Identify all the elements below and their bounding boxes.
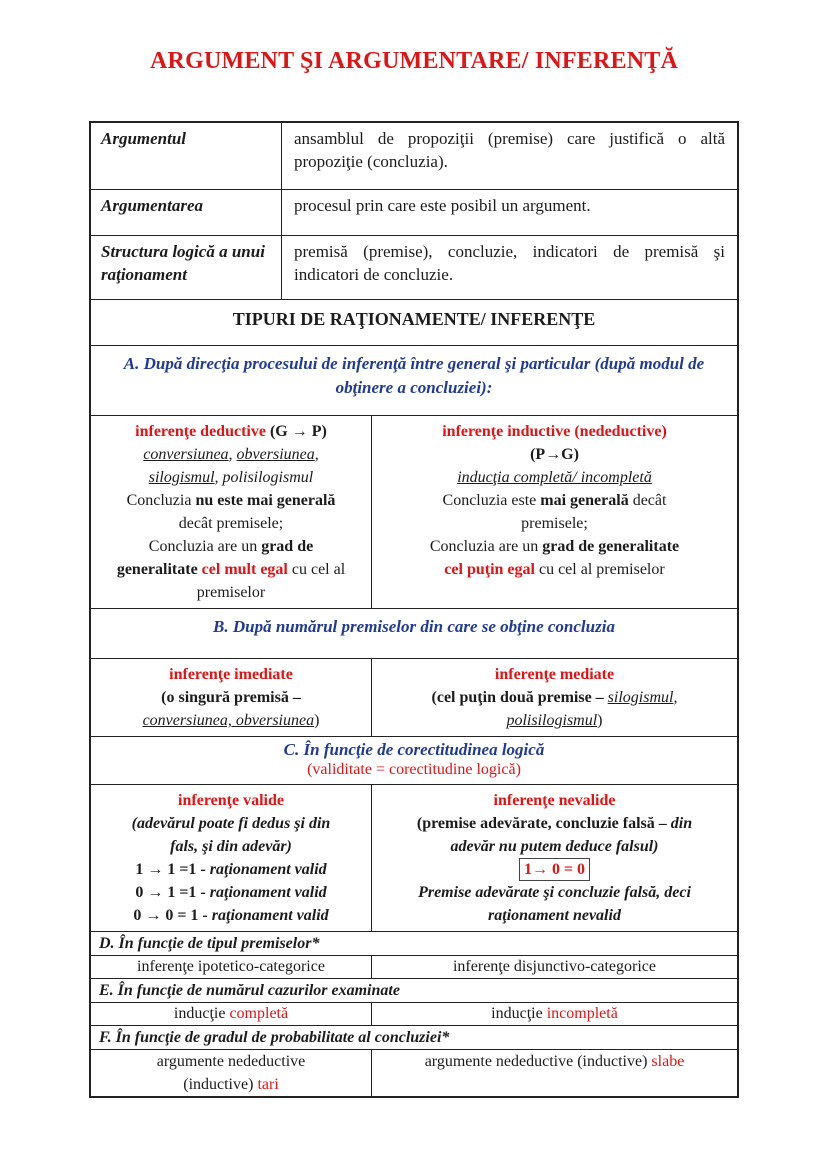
mediate-cell bbox=[371, 659, 737, 736]
text-fragment: Concluzia are un bbox=[148, 538, 262, 555]
section-d-cells-row bbox=[91, 955, 737, 978]
disjunctivo-cell: inferenţe disjunctivo-categorice bbox=[371, 956, 737, 978]
types-header-row bbox=[91, 299, 737, 345]
term-cell: Structura logică a unui raţionament bbox=[101, 242, 265, 284]
text-line: fals, şi din adevăr) bbox=[170, 838, 292, 855]
text-line bbox=[380, 535, 729, 558]
text-line bbox=[99, 535, 363, 558]
page-title: ARGUMENT ŞI ARGUMENTARE/ INFERENŢĂ bbox=[150, 48, 678, 74]
section-e-cells-row bbox=[91, 1002, 737, 1025]
text-fragment: Concluzia are un bbox=[429, 538, 543, 555]
argumente-slabe-cell bbox=[371, 1050, 737, 1096]
text-fragment: ) bbox=[597, 712, 603, 729]
text-fragment: Concluzia este bbox=[442, 492, 541, 509]
text-fragment: conversiunea, obversiunea bbox=[142, 712, 315, 729]
text-line: adevăr nu putem deduce falsul) bbox=[450, 838, 659, 855]
valid-cell bbox=[91, 785, 371, 931]
text-line: raţionament nevalid bbox=[488, 907, 621, 924]
definition-cell: premisă (premise), concluzie, indicatori de premisă şi indicatori de concluzie. bbox=[281, 236, 737, 299]
text-line: (P→G) bbox=[530, 446, 579, 463]
section-a-heading: A. După direcţia procesului de inferenţă între general şi particular (după modul de obţinere a concluziei): bbox=[123, 354, 705, 397]
mediate-label: inferenţe mediate bbox=[494, 666, 615, 683]
section-b-heading: B. După numărul premiselor din care se obţine concluzia bbox=[213, 617, 615, 636]
text-line bbox=[99, 904, 363, 927]
invalid-label: inferenţe nevalide bbox=[493, 792, 616, 809]
text-line: decât premisele; bbox=[178, 515, 284, 532]
text-fragment: din bbox=[670, 815, 693, 832]
text-fragment: (cel puţin două premise – bbox=[431, 689, 608, 706]
types-header: TIPURI DE RAŢIONAMENTE/ INFERENŢE bbox=[232, 309, 596, 329]
section-e-heading: E. În funcţie de numărul cazurilor examinate bbox=[99, 982, 400, 999]
text-fragment: cel puţin egal bbox=[444, 561, 535, 578]
section-f-heading: F. În funcţie de gradul de probabilitate al concluziei* bbox=[99, 1029, 450, 1046]
text-fragment: (premise adevărate, concluzie falsă – bbox=[416, 815, 671, 832]
text-line bbox=[99, 420, 363, 443]
section-c-cells-row bbox=[91, 784, 737, 931]
text-fragment: (inductive) bbox=[183, 1076, 258, 1093]
valid-label: inferenţe valide bbox=[178, 792, 284, 809]
argument-table bbox=[89, 121, 739, 1098]
text-fragment: raţionament valid bbox=[211, 907, 329, 924]
section-d-heading: D. În funcţie de tipul premiselor* bbox=[99, 935, 320, 952]
text-fragment: incompletă bbox=[546, 1005, 618, 1022]
term-cell: Argumentul bbox=[101, 129, 187, 148]
section-f-cells-row bbox=[91, 1049, 737, 1096]
text-line bbox=[99, 443, 363, 466]
text-fragment: cu cel al premiselor bbox=[534, 561, 665, 578]
text-line: Premise adevărate şi concluzie falsă, deci bbox=[418, 884, 691, 901]
text-line bbox=[380, 812, 729, 835]
definition-row-argumentarea bbox=[91, 189, 737, 235]
text-line bbox=[99, 558, 363, 581]
text-line bbox=[99, 466, 363, 489]
deductive-label: inferenţe deductive bbox=[135, 423, 270, 440]
text-line bbox=[99, 709, 363, 732]
text-fragment: silogismul bbox=[148, 469, 215, 486]
text-fragment: ) bbox=[314, 712, 320, 729]
text-fragment: mai generală bbox=[540, 492, 629, 509]
section-c-subheading: (validitate = corectitudine logică) bbox=[307, 761, 521, 778]
text-fragment: 1 → 1 =1 - bbox=[135, 861, 210, 878]
section-c-heading bbox=[91, 737, 737, 784]
term-cell: Argumentarea bbox=[101, 196, 204, 215]
text-fragment: (G → P) bbox=[269, 423, 327, 440]
invalid-cell bbox=[371, 785, 737, 931]
text-fragment: raţionament valid bbox=[209, 861, 327, 878]
text-fragment: raţionament valid bbox=[209, 884, 327, 901]
section-b-heading-row bbox=[91, 608, 737, 658]
definition-cell: procesul prin care este posibil un argument. bbox=[281, 190, 737, 235]
text-fragment: polisilogismul bbox=[506, 712, 598, 729]
section-b-cells-row bbox=[91, 658, 737, 736]
inductie-completa-cell bbox=[91, 1003, 371, 1025]
text-line: premiselor bbox=[196, 584, 266, 601]
text-fragment: Concluzia bbox=[126, 492, 196, 509]
inductie-incompleta-cell bbox=[371, 1003, 737, 1025]
text-line: premisele; bbox=[521, 515, 588, 532]
text-line bbox=[380, 558, 729, 581]
text-fragment: grad de bbox=[261, 538, 314, 555]
text-line bbox=[99, 881, 363, 904]
text-fragment: , polisilogismul bbox=[214, 469, 314, 486]
text-line: (adevărul poate fi dedus şi din bbox=[131, 815, 331, 832]
section-a-cells-row bbox=[91, 415, 737, 608]
text-line: argumente nedeductive bbox=[156, 1053, 306, 1070]
text-fragment: grad de generalitate bbox=[542, 538, 680, 555]
text-line bbox=[380, 686, 729, 709]
text-fragment: generalitate bbox=[116, 561, 202, 578]
deductive-cell bbox=[91, 416, 371, 608]
text-fragment: 0 → 0 = 1 - bbox=[133, 907, 212, 924]
definition-row-argumentul bbox=[91, 123, 737, 189]
immediate-cell bbox=[91, 659, 371, 736]
text-line: inducţia completă/ incompletă bbox=[457, 469, 652, 486]
section-f-heading-row bbox=[91, 1025, 737, 1049]
text-fragment: inducţie bbox=[173, 1005, 230, 1022]
section-d-heading-row bbox=[91, 931, 737, 955]
text-fragment: completă bbox=[229, 1005, 289, 1022]
text-line bbox=[380, 489, 729, 512]
text-fragment: obversiunea bbox=[236, 446, 315, 463]
text-line: C. În funcţie de corectitudinea logică bbox=[283, 740, 545, 759]
argumente-tari-cell bbox=[91, 1050, 371, 1096]
text-fragment: , bbox=[314, 446, 319, 463]
text-line bbox=[99, 858, 363, 881]
text-fragment: inducţie bbox=[491, 1005, 547, 1022]
text-line bbox=[99, 1073, 363, 1096]
definition-row-structura bbox=[91, 235, 737, 299]
text-fragment: tari bbox=[257, 1076, 279, 1093]
text-fragment: nu este mai generală bbox=[195, 492, 336, 509]
section-c-heading-row bbox=[91, 736, 737, 784]
section-a-heading-row bbox=[91, 345, 737, 415]
text-fragment: cu cel al bbox=[287, 561, 346, 578]
text-fragment: slabe bbox=[651, 1053, 685, 1070]
inductive-cell bbox=[371, 416, 737, 608]
text-line bbox=[99, 489, 363, 512]
ipotetico-cell: inferenţe ipotetico-categorice bbox=[137, 958, 325, 975]
text-fragment: cel mult egal bbox=[201, 561, 288, 578]
text-fragment: decât bbox=[628, 492, 667, 509]
text-fragment: silogismul bbox=[607, 689, 674, 706]
text-fragment: , bbox=[228, 446, 237, 463]
immediate-label: inferenţe imediate bbox=[169, 666, 293, 683]
text-fragment: conversiunea bbox=[143, 446, 229, 463]
text-line: (o singură premisă – bbox=[161, 689, 301, 706]
text-line bbox=[380, 709, 729, 732]
section-e-heading-row bbox=[91, 978, 737, 1002]
definition-cell: ansamblul de propoziţii (premise) care justifică o altă propoziţie (concluzia). bbox=[281, 123, 737, 189]
text-line bbox=[380, 858, 729, 881]
text-fragment: 0 → 1 =1 - bbox=[135, 884, 210, 901]
boxed-formula: 1→ 0 = 0 bbox=[519, 858, 590, 881]
text-fragment: , bbox=[673, 689, 678, 706]
text-fragment: argumente nedeductive (inductive) bbox=[424, 1053, 652, 1070]
inductive-label: inferenţe inductive (nedeductive) bbox=[442, 423, 667, 440]
